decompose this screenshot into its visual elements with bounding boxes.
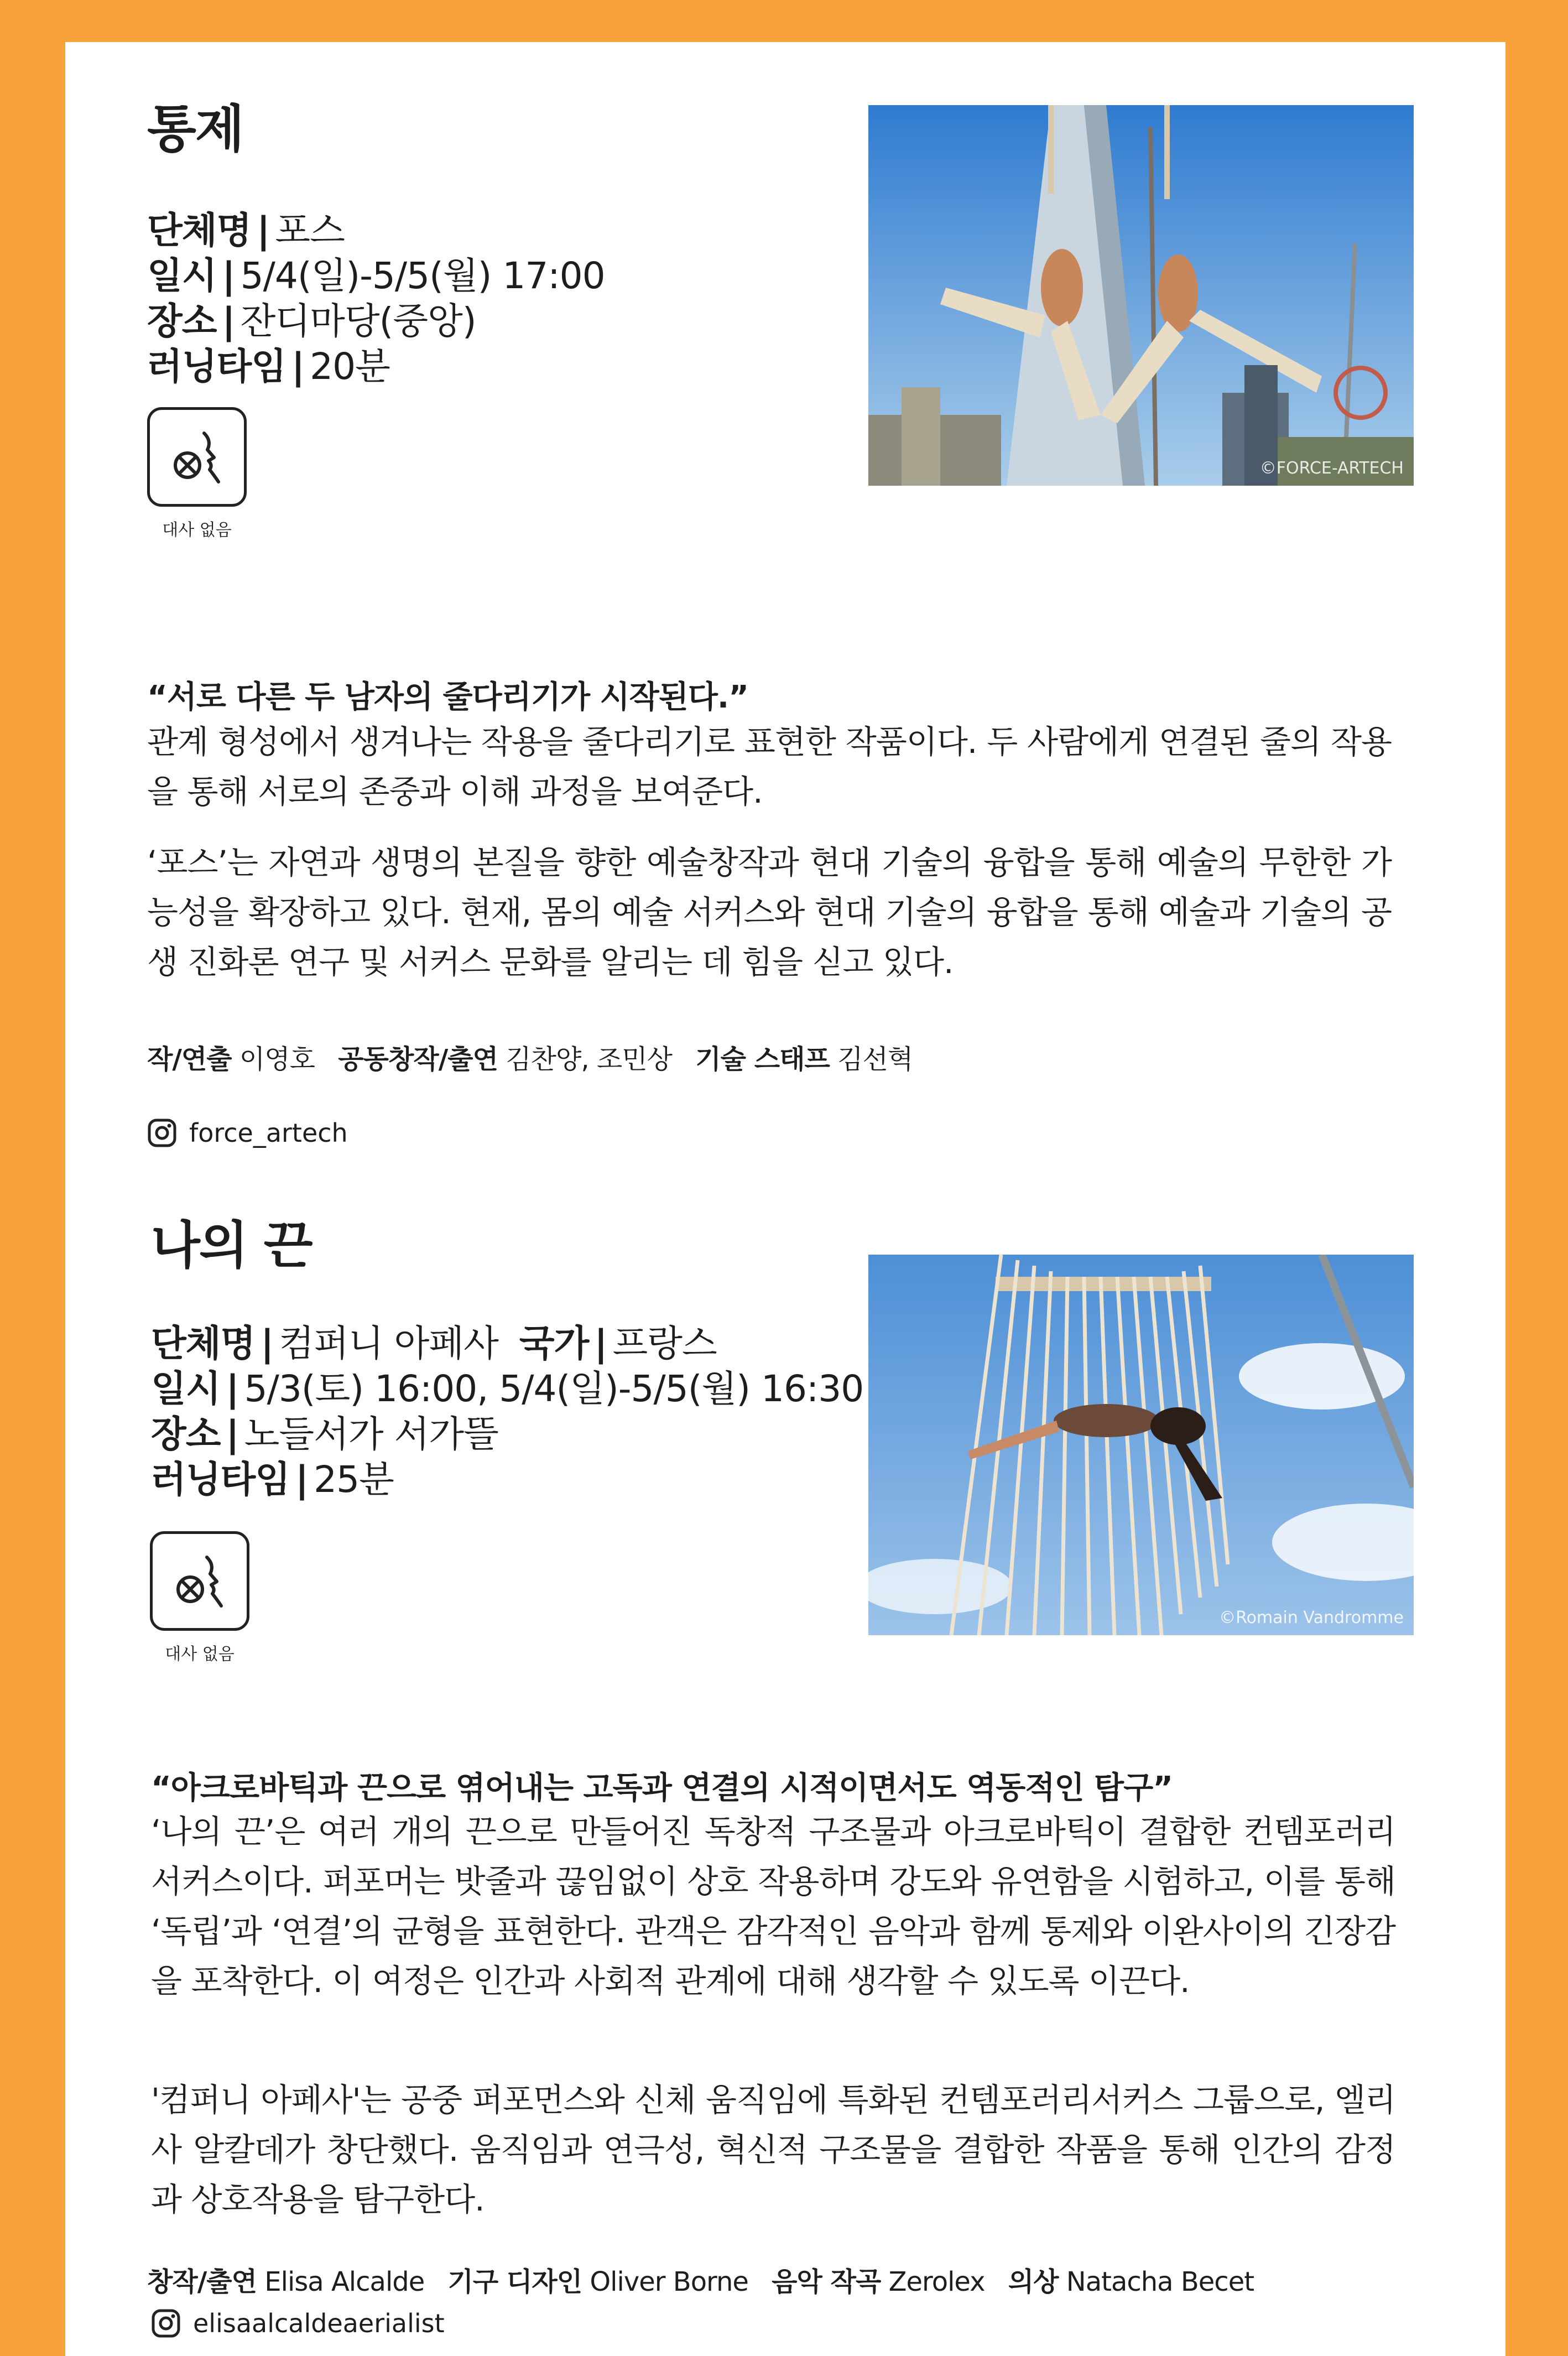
credit-name: 이영호 bbox=[239, 1044, 315, 1075]
info-label: 단체명 bbox=[151, 1322, 256, 1365]
info-label: 국가 bbox=[519, 1322, 589, 1365]
program-page bbox=[65, 42, 1506, 2356]
info-value: 5/4(일)-5/5(월) 17:00 bbox=[240, 254, 605, 297]
section2-info bbox=[151, 1321, 863, 1502]
credit-role: 작/연출 bbox=[147, 1044, 232, 1075]
info-value: 프랑스 bbox=[612, 1322, 717, 1365]
credit-role: 음악 작곡 bbox=[772, 2266, 881, 2297]
info-label: 장소 bbox=[151, 1413, 221, 1455]
info-row-group-country: 단체명 | 컴퍼니 아페사 국가 | 프랑스 bbox=[151, 1322, 717, 1365]
info-row-runtime: 러닝타임 | 25분 bbox=[151, 1458, 394, 1501]
section1-info bbox=[147, 208, 605, 389]
instagram-icon bbox=[147, 1118, 177, 1148]
section2-title: 나의 끈 bbox=[151, 1216, 312, 1275]
instagram-icon bbox=[151, 2308, 181, 2338]
info-row-venue: 장소 | 노들서가 서가뜰 bbox=[151, 1413, 498, 1455]
section1-paragraph-2: ‘포스’는 자연과 생명의 본질을 향한 예술창작과 현대 기술의 융합을 통해 예술의 무한한 가능성을 확장하고 있다. 현재, 몸의 예술 서커스와 현대 기술의 융합을 통해 예술과 기술의 공생 진화론 연구 및 서커스 문화를 알리는 데 힘을 싣고 있다. bbox=[147, 844, 1392, 981]
section2-quote: “아크로바틱과 끈으로 엮어내는 고독과 연결의 시적이면서도 역동적인 탐구” bbox=[151, 1770, 1173, 1806]
credit-name: Natacha Becet bbox=[1066, 2266, 1254, 2297]
section1-instagram-link[interactable] bbox=[147, 1118, 348, 1148]
no-dialogue-icon bbox=[147, 407, 247, 507]
instagram-handle[interactable]: elisaalcaldeaerialist bbox=[193, 2308, 445, 2338]
credit-name: Elisa Alcalde bbox=[264, 2266, 425, 2297]
photo-credit: ©Romain Vandromme bbox=[1219, 1608, 1404, 1627]
info-value: 잔디마당(중앙) bbox=[240, 300, 476, 342]
info-value: 컴퍼니 아페사 bbox=[279, 1322, 498, 1365]
section1-quote: “서로 다른 두 남자의 줄다리기가 시작된다.” bbox=[147, 679, 748, 715]
info-row-venue: 장소 | 잔디마당(중앙) bbox=[147, 300, 476, 342]
credit-role: 기구 디자인 bbox=[447, 2266, 582, 2297]
credit-name: Zerolex bbox=[888, 2266, 985, 2297]
info-value: 5/3(토) 16:00, 5/4(일)-5/5(월) 16:30 bbox=[244, 1367, 864, 1410]
section2-credits bbox=[147, 2260, 1254, 2298]
info-value: 25분 bbox=[314, 1458, 394, 1501]
credit-name: 김찬양, 조민상 bbox=[506, 1044, 673, 1075]
credit-role: 창작/출연 bbox=[147, 2266, 257, 2297]
section2-instagram-link[interactable] bbox=[151, 2308, 445, 2338]
icon-caption: 대사 없음 bbox=[165, 1645, 235, 1664]
credit-name: 김선혁 bbox=[837, 1044, 913, 1075]
section1-title: 통제 bbox=[147, 100, 243, 159]
no-dialogue-icon bbox=[150, 1531, 249, 1631]
section2-paragraph-1: ‘나의 끈’은 여러 개의 끈으로 만들어진 독창적 구조물과 아크로바틱이 결합한 컨템포러리 서커스이다. 퍼포머는 밧줄과 끊임없이 상호 작용하며 강도와 유연함을 시험하고, 이를 통해 ‘독립’과 ‘연결’의 균형을 표현한다. 관객은 감각적인 음악과 함께 통제와 이완사이의 긴장감을 포착한다. 이 여정은 인간과 사회적 관계에 대해 생각할 수 있도록 이끈다. bbox=[151, 1813, 1395, 2000]
icon-caption: 대사 없음 bbox=[162, 521, 232, 540]
info-row-date: 일시 | 5/3(토) 16:00, 5/4(일)-5/5(월) 16:30 bbox=[151, 1367, 864, 1410]
credit-role: 기술 스태프 bbox=[695, 1044, 830, 1075]
section1-credits bbox=[147, 1038, 913, 1076]
credit-role: 의상 bbox=[1008, 2266, 1059, 2297]
info-value: 20분 bbox=[310, 345, 390, 388]
section1-paragraph-1: 관계 형성에서 생겨나는 작용을 줄다리기로 표현한 작품이다. 두 사람에게 연결된 줄의 작용을 통해 서로의 존중과 이해 과정을 보여준다. bbox=[147, 723, 1392, 810]
info-label: 장소 bbox=[147, 300, 217, 342]
info-value: 노들서가 서가뜰 bbox=[244, 1413, 498, 1455]
instagram-handle[interactable]: force_artech bbox=[189, 1118, 348, 1148]
performance-photo-2 bbox=[868, 1255, 1414, 1635]
photo-credit: ©FORCE-ARTECH bbox=[1259, 459, 1404, 478]
info-label: 단체명 bbox=[147, 209, 252, 252]
info-row-date: 일시 | 5/4(일)-5/5(월) 17:00 bbox=[147, 254, 605, 297]
credit-role: 공동창작/출연 bbox=[338, 1044, 498, 1075]
info-value: 포스 bbox=[275, 209, 345, 252]
performance-photo-1 bbox=[868, 105, 1414, 486]
credit-name: Oliver Borne bbox=[590, 2266, 748, 2297]
section2-paragraph-2: '컴퍼니 아페사'는 공중 퍼포먼스와 신체 움직임에 특화된 컨템포러리서커스 그룹으로, 엘리사 알칼데가 창단했다. 움직임과 연극성, 혁신적 구조물을 결합한 작품을 통해 인간의 감정과 상호작용을 탐구한다. bbox=[151, 2081, 1395, 2218]
info-label: 러닝타임 bbox=[151, 1458, 290, 1501]
info-label: 일시 bbox=[151, 1367, 221, 1410]
info-row-runtime: 러닝타임 | 20분 bbox=[147, 345, 390, 388]
info-label: 러닝타임 bbox=[147, 345, 286, 388]
info-row-group: 단체명 | 포스 bbox=[147, 209, 345, 252]
info-label: 일시 bbox=[147, 254, 217, 297]
